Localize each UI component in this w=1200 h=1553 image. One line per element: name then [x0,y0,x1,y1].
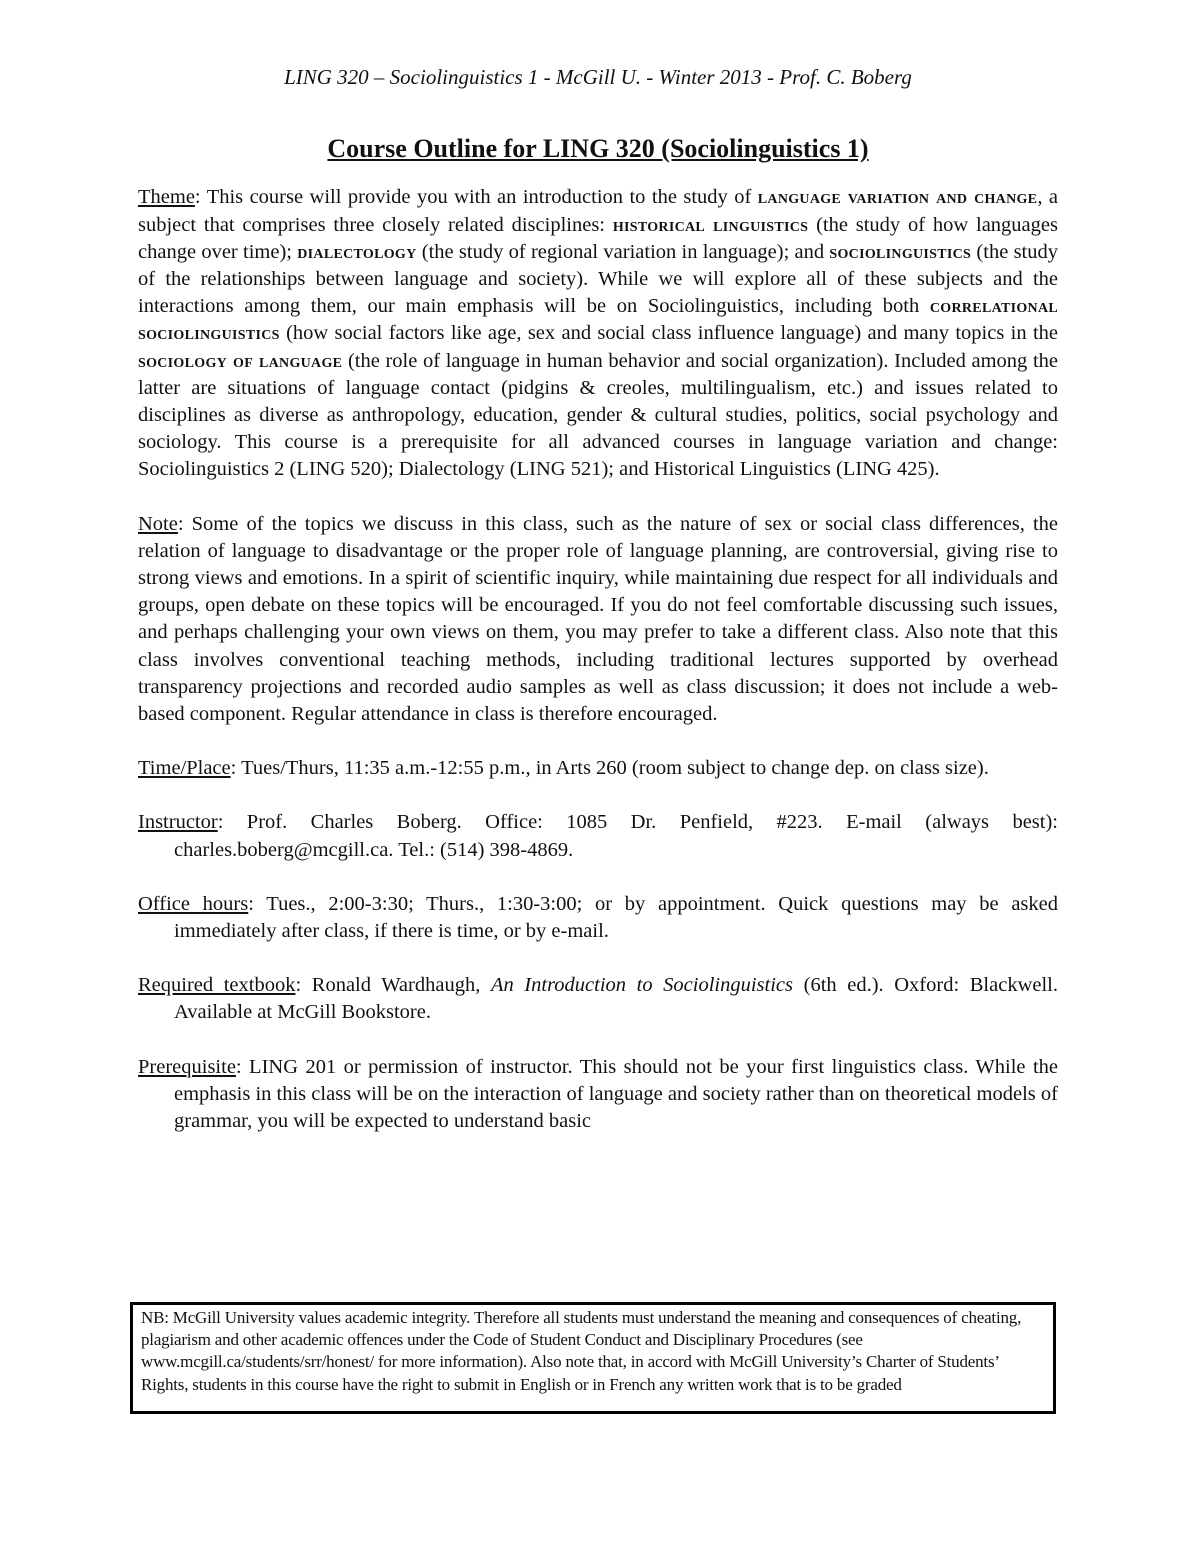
instructor-paragraph: Instructor: Prof. Charles Boberg. Office: 1085 Dr. Penfield, #223. E-mail (always best): charles.boberg@mcgill.ca. Tel.: (514) 398-4869. [138,811,1058,861]
textbook-title: An Introduction to Sociolinguistics [490,974,794,997]
note-paragraph: Note: Some of the topics we discuss in this class, such as the nature of sex or social class differences, the relation of language to disadvantage or the proper role of language planning, are controversial, giving rise to strong views and emotions. In a spirit of scientific inquiry, while maintaining due respect for all individuals and groups, open debate on these topics will be encouraged. If you do not feel comfortable discussing such issues, and perhaps challenging your own views on them, you may prefer to take a different class. Also note that this class involves conventional teaching methods, including traditional lectures supported by overhead transparency projections and recorded audio samples as well as class discussion; it does not include a web-based component. Regular attendance in class is therefore encouraged. [138,512,1058,726]
academic-integrity-text: NB: McGill University values academic integrity. Therefore all students must understand the meaning and consequences of cheating, plagiarism and other academic offences under the Code of Student Conduct and Disciplinary Procedures (see www.mcgill.ca/students/srr/honest/ for more information). Also note that, in accord with McGill University’s Charter of Students’ Rights, students in this course have the right to submit in English or in French any written work that is to be graded [141,1308,1022,1394]
theme-label: Theme [138,186,195,209]
prerequisite-paragraph: Prerequisite: LING 201 or permission of instructor. This should not be your first linguistics class. While the emphasis in this class will be on the interaction of language and society rather than on theoretical models of grammar, you will be expected to understand basic [138,1055,1058,1133]
page-title: Course Outline for LING 320 (Sociolinguistics 1) [327,134,869,164]
note-label: Note [138,512,178,535]
office-hours-paragraph: Office hours: Tues., 2:00-3:30; Thurs., 1:30-3:00; or by appointment. Quick questions may be asked immediately after class, if there is time, or by e-mail. [138,892,1058,943]
prerequisite-label: Prerequisite [138,1055,236,1078]
keyword-sociology-of-language: sociology of language [138,349,343,372]
keyword-dialectology: dialectology [297,240,417,263]
running-header: LING 320 – Sociolinguistics 1 - McGill U. - Winter 2013 - Prof. C. Boberg [284,65,912,89]
instructor-label: Instructor [138,811,218,834]
office-hours-label: Office hours [138,892,249,915]
keyword-language-variation: language variation and change [757,186,1038,209]
textbook-paragraph: Required textbook: Ronald Wardhaugh, An Introduction to Sociolinguistics (6th ed.). Oxford: Blackwell. Available at McGill Bookstore. [138,974,1058,1024]
keyword-correlational-sociolinguistics: correlational sociolinguistics [138,295,1058,345]
textbook-label: Required textbook [138,974,296,997]
time-place-paragraph: Time/Place: Tues/Thurs, 11:35 a.m.-12:55 p.m., in Arts 260 (room subject to change dep. on class size). [138,757,989,780]
keyword-sociolinguistics: sociolinguistics [829,240,972,263]
keyword-historical-linguistics: historical linguistics [612,213,809,236]
document-page [138,64,1058,1135]
theme-paragraph: Theme: This course will provide you with an introduction to the study of language variation and change, a subject that comprises three closely related disciplines: historical linguistics (the study of how languages change over time); dialectology (the study of regional variation in language); and sociolinguistics (the study of the relationships between language and society). While we will explore all of these subjects and the interactions among them, our main emphasis will be on Sociolinguistics, including both correlational sociolinguistics (how social factors like age, sex and social class influence language) and many topics in the sociology of language (the role of language in human behavior and social organization). Included among the latter are situations of language contact (pidgins & creoles, multilingualism, etc.) and issues related to disciplines as diverse as anthropology, education, gender & cultural studies, politics, social psychology and sociology. This course is a prerequisite for all advanced courses in language variation and change: Sociolinguistics 2 (LING 520); Dialectology (LING 521); and Historical Linguistics (LING 425). [138,186,1058,481]
academic-integrity-box [130,1302,1056,1414]
time-place-label: Time/Place [138,757,231,780]
